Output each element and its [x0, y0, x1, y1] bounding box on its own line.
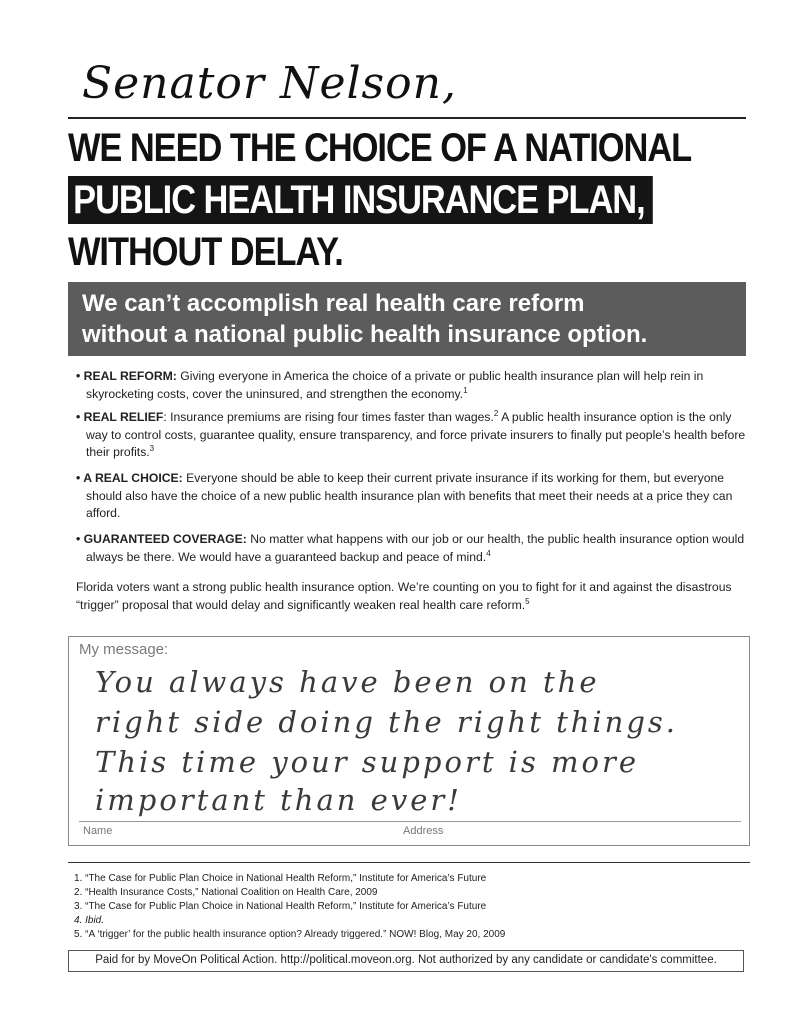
handwritten-line-3: This time your support is more: [95, 745, 640, 779]
bullet-text: Giving everyone in America the choice of a private or public health insurance plan will help rein in skyrocketing costs, cover the uninsured, and strengthen the economy.: [86, 369, 704, 401]
footnote-2: 2. “Health Insurance Costs,” National Coalition on Health Care, 2009: [74, 887, 378, 898]
bullet-text: : Insurance premiums are rising four times faster than wages.: [163, 410, 494, 424]
bullet-guaranteed-coverage: • GUARANTEED COVERAGE: No matter what happens with our job or our health, the public health insurance option would always be there. We would have a guaranteed backup and peace of mind.$^4$: [76, 532, 745, 564]
handwritten-line-1: You always have been on the: [95, 665, 600, 699]
footnote-ref: 4: [486, 548, 491, 558]
closing-paragraph: [76, 578, 746, 614]
message-label: My message:: [79, 641, 169, 658]
headline-line-2-highlighted: PUBLIC HEALTH INSURANCE PLAN,: [68, 176, 653, 224]
footnote-ref: 1: [463, 385, 468, 395]
paid-for-disclaimer: Paid for by MoveOn Political Action. http://political.moveon.org. Not authorized by any candidate or candidate's committee.: [95, 954, 717, 966]
paid-for-disclaimer-box: [68, 950, 744, 972]
address-field-label: Address: [403, 825, 444, 837]
handwritten-line-2: right side doing the right things.: [95, 705, 679, 739]
footnotes: [74, 872, 744, 942]
footnote-ref: 3: [149, 443, 155, 453]
handwritten-line-4: important than ever!: [95, 783, 462, 817]
footnote-3: 3. “The Case for Public Plan Choice in National Health Reform,” Institute for America’s Future: [74, 901, 487, 912]
bullet-real-relief: • REAL RELIEF: Insurance premiums are rising four times faster than wages.$^2$ A public health insurance option is the only way to control costs, guarantee quality, ensure transparency, and force private insurers to finally put people’s health before their profits.$^3$: [76, 408, 746, 459]
bullet-lead: REAL RELIEF: [83, 410, 164, 424]
subhead-line-2: without a national public health insurance option.: [82, 321, 648, 348]
closing-text: Florida voters want a strong public health insurance option. We’re counting on you to fight for it and against the disastrous “trigger” proposal that would delay and significantly weaken real health care reform.: [76, 580, 732, 612]
bullet-lead: A REAL CHOICE:: [83, 471, 183, 485]
name-field-label: Name: [83, 825, 113, 837]
bullet-lead: REAL REFORM:: [83, 369, 177, 383]
subhead-banner-text: [82, 288, 647, 350]
signature-line: [79, 821, 741, 822]
bullet-lead: GUARANTEED COVERAGE:: [83, 532, 247, 546]
bullet-text: Everyone should be able to keep their current private insurance if its working for them, but everyone should also have the choice of a new public health insurance plan with benefits that meet their needs at a price they can afford.: [86, 471, 733, 520]
footnote-ref: 2: [493, 408, 499, 418]
bullet-real-reform: • REAL REFORM: Giving everyone in America the choice of a private or public health insurance plan will help rein in skyrocketing costs, cover the uninsured, and strengthen the economy.$^1$: [76, 369, 704, 401]
salutation-heading: Senator Nelson,: [82, 58, 457, 109]
headline-line-1: WE NEED THE CHOICE OF A NATIONAL: [68, 126, 692, 170]
message-box: [68, 636, 750, 846]
footnote-ref: 5: [525, 596, 530, 606]
footnote-5: 5. “A ‘trigger’ for the public health insurance option? Already triggered.” NOW! Blog, May 20, 2009: [74, 929, 506, 940]
headline-line-3: WITHOUT DELAY.: [68, 230, 343, 274]
bullet-real-choice: • A REAL CHOICE: Everyone should be able to keep their current private insurance if its working for them, but everyone should also have the choice of a new public health insurance plan with benefits that meet their needs at a price they can afford.: [76, 471, 733, 520]
subhead-line-1: We can’t accomplish real health care reform: [82, 290, 585, 317]
subhead-banner: [68, 282, 746, 356]
footnotes-rule: [68, 862, 750, 863]
footnote-1: 1. “The Case for Public Plan Choice in National Health Reform,” Institute for America’s Future: [74, 873, 487, 884]
footnote-4: 4. Ibid.: [74, 915, 105, 926]
top-rule: [68, 117, 746, 119]
bullet-text-continued: A public health insurance option is the only way to control costs, guarantee quality, ensure transparency, and force private insurers to finally put people’s health before their profits.: [86, 410, 746, 459]
bullet-text: No matter what happens with our job or our health, the public health insurance option would always be there. We would have a guaranteed backup and peace of mind.: [86, 532, 745, 564]
